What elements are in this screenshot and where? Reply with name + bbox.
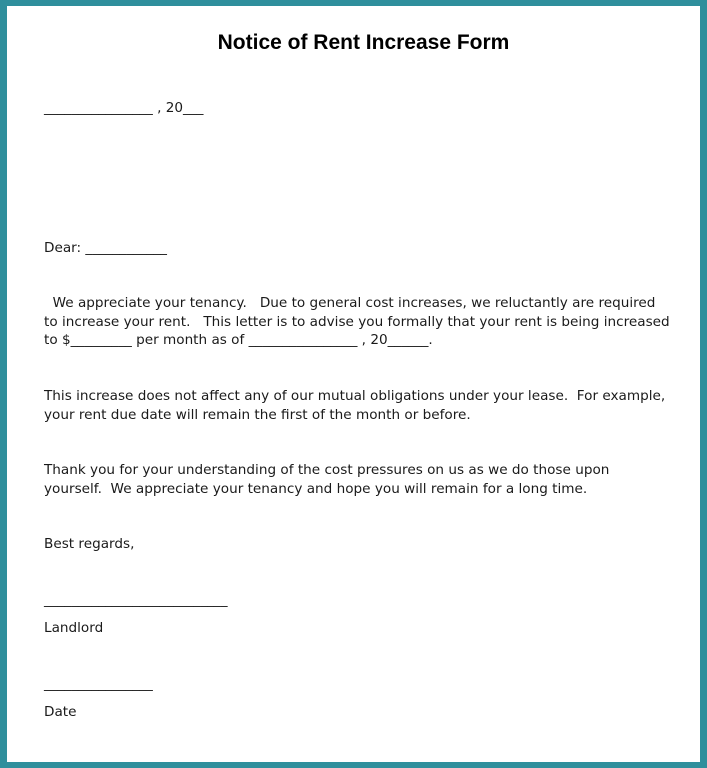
paragraph-line: yourself. We appreciate your tenancy and hope you will remain for a long time. [44,480,588,497]
paragraph-line: We appreciate your tenancy. Due to general cost increases, we reluctantly are required [44,295,656,311]
page-title: Notice of Rent Increase Form [217,31,510,54]
date-signature-line: ________________ [44,676,153,692]
date-line: ________________ , 20___ [44,100,204,116]
paragraph-line: This increase does not affect any of our mutual obligations under your lease. For example, [44,388,666,404]
paragraph-line: to $_________ per month as of ________________ , 20______. [44,332,433,348]
salutation: Dear: ____________ [44,240,167,256]
landlord-signature-line: ___________________________ [44,592,228,608]
date-label: Date [44,704,77,720]
paragraph-line: to increase your rent. This letter is to advise you formally that your rent is being increased [44,313,670,330]
closing: Best regards, [44,536,135,552]
paragraph-line: Thank you for your understanding of the cost pressures on us as we do those upon [44,462,610,478]
paragraph-line: your rent due date will remain the first of the month or before. [44,406,471,423]
landlord-label: Landlord [44,620,104,636]
document-page [7,6,700,762]
